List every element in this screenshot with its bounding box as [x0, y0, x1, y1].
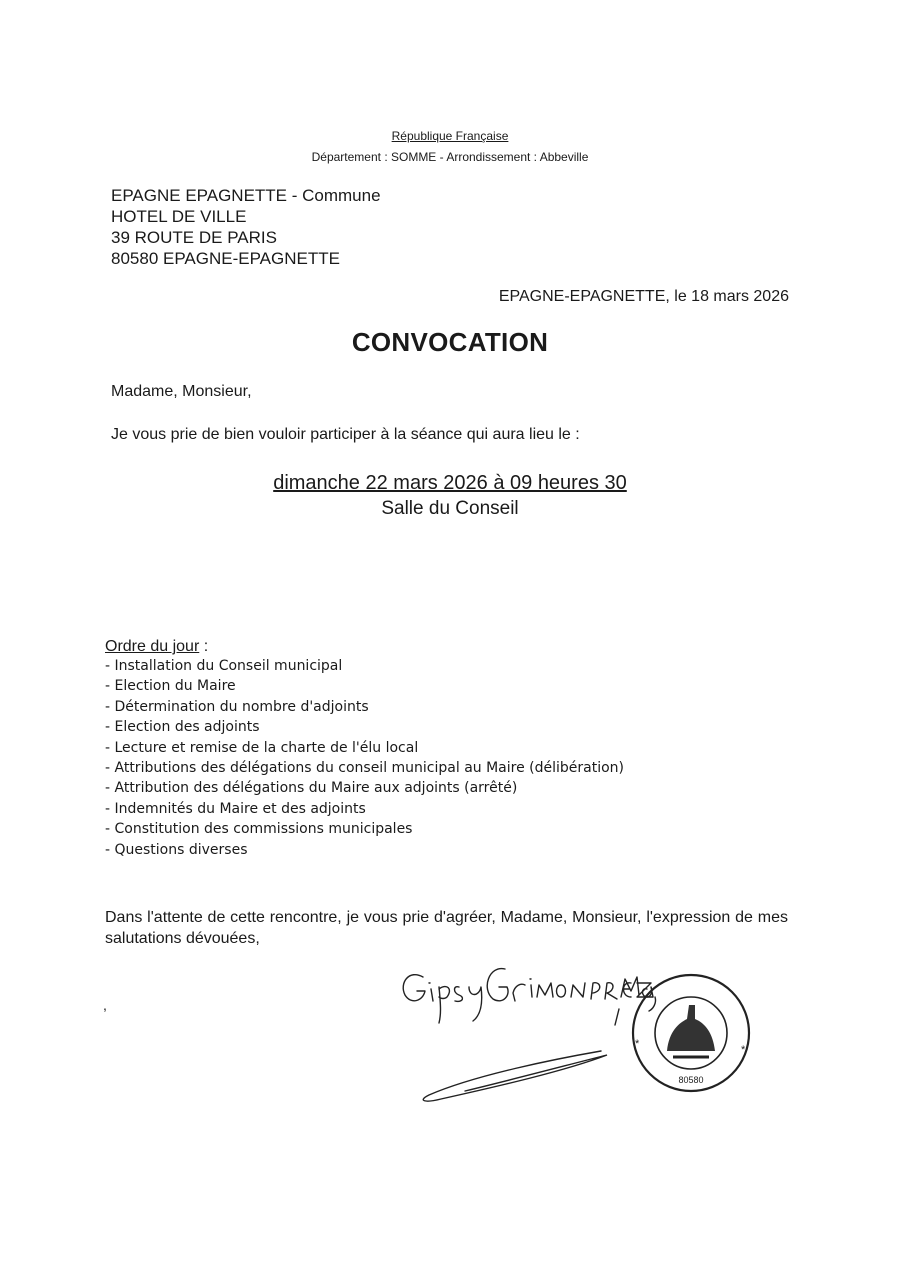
handwritten-signature [403, 969, 655, 1025]
agenda-item: - Attributions des délégations du conseil municipal au Maire (délibération) [105, 760, 625, 777]
agenda-title [105, 638, 624, 656]
invitation-intro: Je vous prie de bien vouloir participer à la séance qui aura lieu le : [111, 426, 580, 443]
greeting: Madame, Monsieur, [111, 383, 252, 400]
sender-line: HOTEL DE VILLE [111, 207, 247, 226]
agenda-item: - Lecture et remise de la charte de l'élu local [105, 739, 419, 756]
official-stamp [633, 975, 749, 1091]
department-line: Département : SOMME - Arrondissement : Abbeville [311, 150, 589, 164]
place-date-line: EPAGNE-EPAGNETTE, le 18 mars 2026 [498, 288, 789, 305]
agenda-item: - Installation du Conseil municipal [105, 658, 343, 674]
sender-address [111, 185, 381, 269]
agenda-item: - Election du Maire [105, 678, 236, 695]
agenda-title-colon: : [199, 638, 209, 655]
document-title: CONVOCATION [351, 327, 549, 357]
agenda-item: - Indemnités du Maire et des adjoints [105, 800, 366, 817]
stamp-star: * [741, 1044, 746, 1056]
agenda-item: - Election des adjoints [105, 719, 260, 736]
closing-paragraph: Dans l'attente de cette rencontre, je vous prie d'agréer, Madame, Monsieur, l'expression de mes salutations dévouées, [105, 909, 788, 947]
stamp-star: * [635, 1038, 640, 1050]
republic-heading: République Française [391, 129, 509, 143]
sender-line: 39 ROUTE DE PARIS [111, 228, 277, 247]
agenda-list [105, 656, 624, 860]
signature-flourish [423, 1051, 607, 1101]
agenda-item: - Constitution des commissions municipales [105, 821, 413, 838]
stray-comma: , [103, 997, 107, 1013]
sender-line: 80580 EPAGNE-EPAGNETTE [111, 249, 340, 268]
sender-line: EPAGNE EPAGNETTE - Commune [111, 186, 381, 205]
meeting-datetime: dimanche 22 mars 2026 à 09 heures 30 [273, 472, 627, 494]
agenda [105, 638, 624, 860]
agenda-item: - Détermination du nombre d'adjoints [105, 698, 369, 715]
stamp-code: 80580 [678, 1075, 704, 1085]
agenda-title-text: Ordre du jour [105, 638, 200, 655]
agenda-item: - Attribution des délégations du Maire aux adjoints (arrêté) [105, 780, 518, 797]
agenda-item: - Questions diverses [105, 841, 248, 858]
meeting-location: Salle du Conseil [381, 498, 519, 519]
signature-block [395, 955, 795, 1115]
